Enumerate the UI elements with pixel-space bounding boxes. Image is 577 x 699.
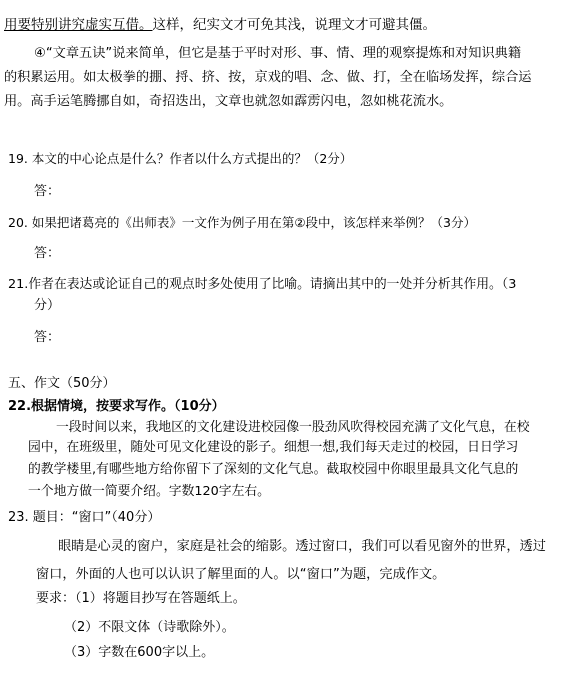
- answer-21: 答：: [34, 330, 61, 345]
- intro-line: [4, 15, 436, 35]
- question-23-line-2: 窗口，外面的人也可以认识了解里面的人。以“窗口”为题，完成作文。: [36, 567, 446, 582]
- requirement-3: （3）字数在600字以上。: [64, 645, 215, 660]
- requirement-1: （1）将题目抄写在答题纸上。: [75, 591, 246, 606]
- question-21-line-2: 分）: [34, 298, 61, 313]
- answer-19: 答：: [34, 184, 61, 199]
- question-23-line-1: 眼睛是心灵的窗户，家庭是社会的缩影。透过窗口，我们可以看见窗外的世界，透过: [58, 539, 546, 554]
- answer-20: 答：: [34, 246, 61, 261]
- section-5-title: 五、作文（50分）: [8, 376, 116, 391]
- para4-line-3: 用。高手运笔腾挪自如，奇招迭出，文章也就忽如霹雳闪电，忽如桃花流水。: [4, 94, 453, 109]
- question-22-line-3: 的教学楼里,有哪些地方给你留下了深刻的文化气息。截取校园中你眼里最具文化气息的: [28, 462, 519, 477]
- question-22-line-4: 一个地方做一简要介绍。字数120字左右。: [28, 484, 270, 499]
- intro-rest: 这样，纪实文才可免其浅，说理文才可避其僵。: [152, 17, 436, 33]
- question-21-line-1: 21.作者在表达或论证自己的观点时多处使用了比喻。请摘出其中的一处并分析其作用。（3: [8, 277, 517, 292]
- question-20: 20. 如果把诸葛亮的《出师表》一文作为例子用在第②段中，该怎样来举例？（3分）: [8, 215, 477, 230]
- para4-line-2: 的积累运用。如太极拳的掤、捋、挤、按，京戏的唱、念、做、打，全在临场发挥，综合运: [4, 70, 532, 85]
- question-19: 19. 本文的中心论点是什么？作者以什么方式提出的？（2分）: [8, 151, 353, 166]
- question-22-line-1: 一段时间以来，我地区的文化建设进校园像一股劲风吹得校园充满了文化气息，在校: [56, 420, 530, 435]
- requirements-label: 要求：: [36, 591, 76, 606]
- question-23-title: 23. 题目：“窗口”（40分）: [8, 510, 161, 525]
- question-22-title: 22.根据情境，按要求写作。（10分）: [8, 399, 225, 414]
- question-22-line-2: 园中，在班级里，随处可见文化建设的影子。细想一想,我们每天走过的校园，日日学习: [28, 440, 519, 455]
- para4-line-1: ④“文章五诀”说来简单，但它是基于平时对形、事、情、理的观察提炼和对知识典籍: [34, 46, 522, 61]
- requirement-2: （2）不限文体（诗歌除外）。: [64, 620, 235, 635]
- underlined-text: 用要特别讲究虚实互借。: [4, 17, 153, 33]
- requirements: [36, 589, 246, 609]
